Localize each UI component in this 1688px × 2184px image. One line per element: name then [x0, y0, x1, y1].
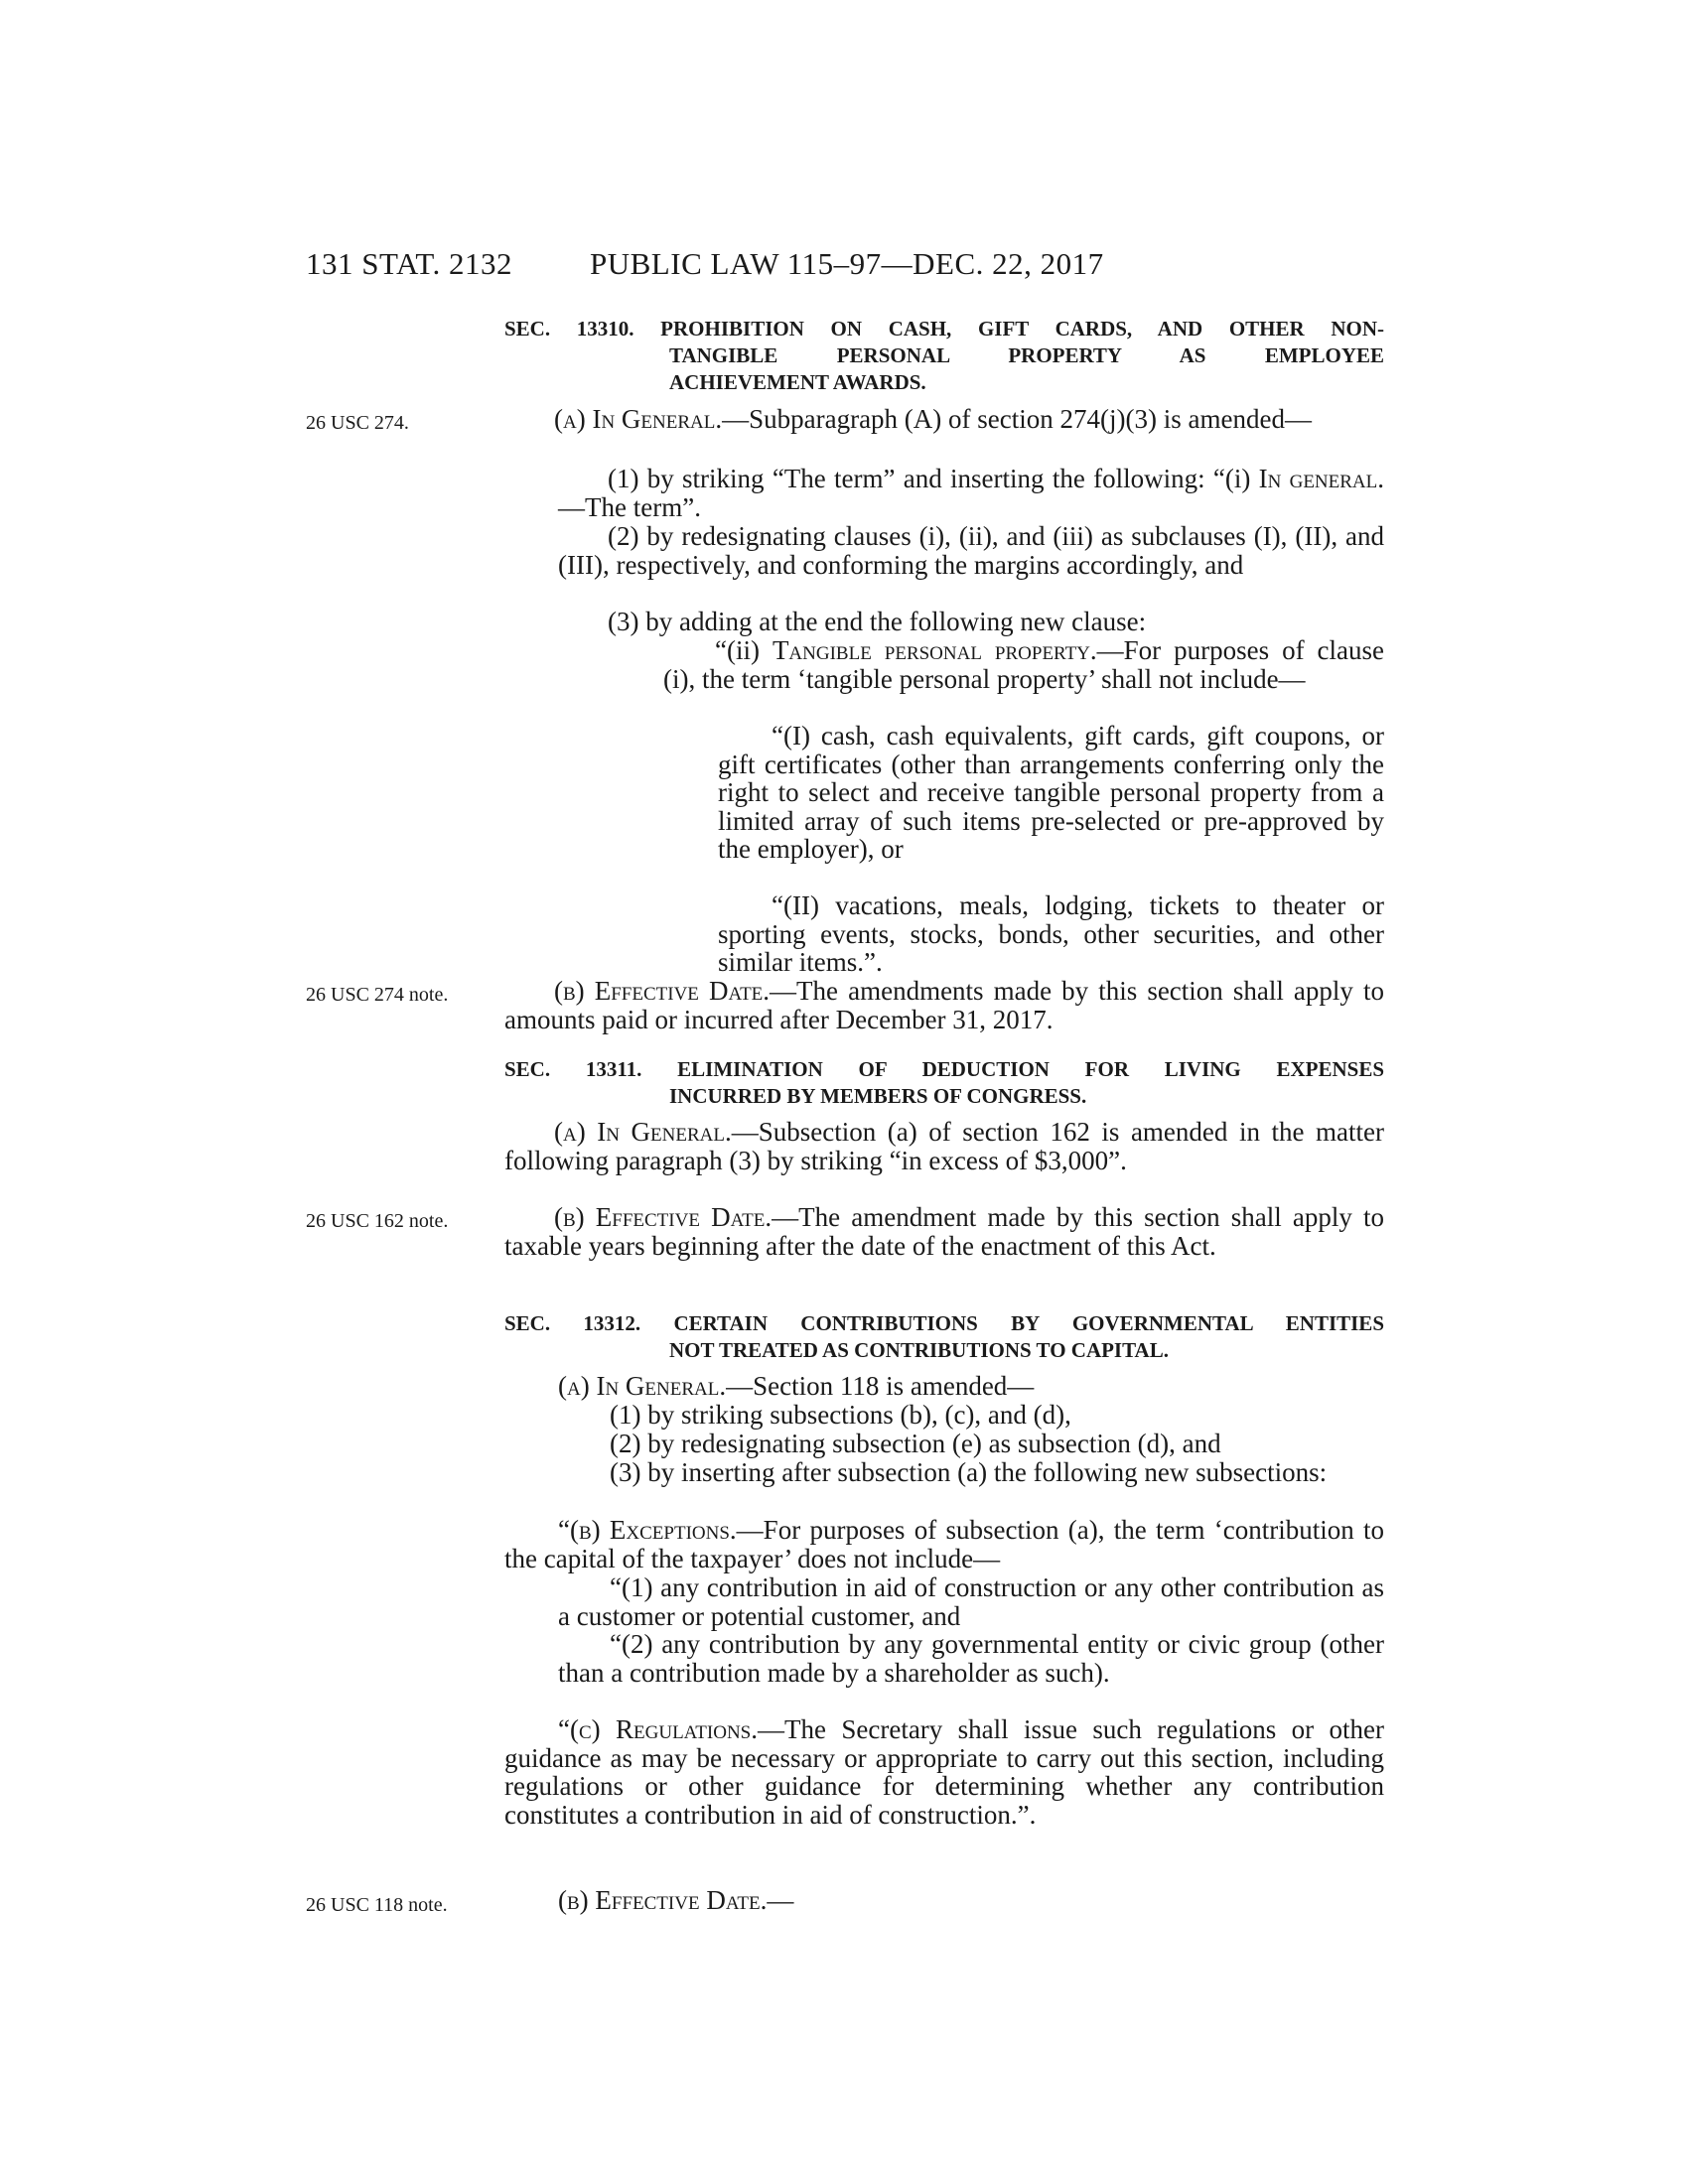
section-heading-13310 [504, 316, 1384, 396]
margin-citation: 26 USC 274 note. [306, 984, 449, 1006]
subsection-a-13310 [504, 405, 1384, 434]
text: “(ii) [715, 635, 773, 665]
heading-line: INCURRED BY MEMBERS OF CONGRESS. [669, 1084, 1087, 1108]
caption: Tangible personal property [772, 635, 1090, 665]
law-title: PUBLIC LAW 115–97—DEC. 22, 2017 [590, 246, 1104, 281]
quoted-subsection-c-13312 [504, 1715, 1384, 1829]
section-heading-13312 [504, 1310, 1384, 1364]
caption: (b) Effective Date. [554, 976, 771, 1006]
text: —Subparagraph (A) of section 274(j)(3) is amended— [722, 404, 1312, 434]
heading-line: ACHIEVEMENT AWARDS. [669, 370, 926, 394]
subsection-b-13312 [558, 1886, 1384, 1915]
paragraph-3-13310 [558, 608, 1384, 636]
text: (2) by redesignating clauses (i), (ii), and (iii) as subclauses (I), (II), and (III), respectively, and conforming the margins accordingly, and [558, 521, 1384, 580]
heading-line: NOT TREATED AS CONTRIBUTIONS TO CAPITAL. [669, 1338, 1169, 1362]
paragraph-1-13312 [558, 1401, 1384, 1430]
text: “(2) any contribution by any governmental entity or civic group (other than a contribution made by a shareholder as such). [558, 1629, 1384, 1688]
text: (3) by adding at the end the following new clause: [608, 607, 1147, 636]
text: —Section 118 is amended— [726, 1371, 1035, 1401]
heading-line: TANGIBLE PERSONAL PROPERTY AS EMPLOYEE [669, 343, 1384, 367]
caption: “(c) Regulations. [558, 1714, 758, 1744]
heading-line: SEC. 13310. PROHIBITION ON CASH, GIFT CARDS, AND OTHER NON- [504, 317, 1384, 341]
quoted-paragraph-1-13312 [558, 1573, 1384, 1630]
subsection-a-13312 [558, 1372, 1384, 1401]
section-heading-13311 [504, 1056, 1384, 1110]
text: .—The term”. [558, 464, 1385, 522]
clause-ii-13310 [663, 636, 1384, 693]
subsection-a-13311 [504, 1118, 1384, 1174]
margin-citation: 26 USC 274. [306, 412, 409, 434]
text: (2) by redesignating subsection (e) as subsection (d), and [610, 1429, 1221, 1458]
paragraph-3-13312 [558, 1458, 1384, 1487]
text: (3) by inserting after subsection (a) the following new subsections: [610, 1457, 1328, 1487]
text: —The amendment made by this section shall apply to taxable years beginning after the date of the enactment of this Act. [504, 1202, 1384, 1261]
caption: (b) Effective Date. [558, 1885, 768, 1915]
margin-citation: 26 USC 162 note. [306, 1210, 449, 1232]
paragraph-2-13310 [558, 522, 1384, 579]
text: — [767, 1885, 794, 1915]
text: “(1) any contribution in aid of construction or any other contribution as a customer or potential customer, and [558, 1572, 1384, 1631]
text: —The amendments made by this section shall apply to amounts paid or incurred after December 31, 2017. [504, 976, 1384, 1034]
text: “(I) cash, cash equivalents, gift cards, gift coupons, or gift certificates (other than arrangements conferring only the right to select and receive tangible personal property from a limited array of such items pre-selected or pre-approved by the employer), or [718, 721, 1384, 864]
caption: (a) In General. [554, 1117, 732, 1147]
quoted-paragraph-2-13312 [558, 1630, 1384, 1687]
text: (1) by striking “The term” and inserting the following: “(i) [608, 464, 1259, 493]
text: “(II) vacations, meals, lodging, tickets to theater or sporting events, stocks, bonds, other securities, and other similar items.”. [718, 890, 1384, 977]
paragraph-1-13310 [558, 465, 1384, 521]
heading-line: SEC. 13311. ELIMINATION OF DEDUCTION FOR LIVING EXPENSES [504, 1057, 1384, 1081]
text: .—For purposes of clause (i), the term ‘tangible personal property’ shall not include— [663, 635, 1384, 694]
text: —The Secretary shall issue such regulations or other guidance as may be necessary or appropriate to carry out this section, including regulations or other guidance for determining whether any contribution constitutes a contribution in aid of construction.”. [504, 1714, 1384, 1830]
paragraph-2-13312 [558, 1430, 1384, 1458]
text: —Subsection (a) of section 162 is amended in the matter following paragraph (3) by striking “in excess of $3,000”. [504, 1117, 1384, 1175]
caption: In general [1258, 464, 1378, 493]
margin-citation: 26 USC 118 note. [306, 1894, 448, 1916]
text: (1) by striking subsections (b), (c), and (d), [610, 1400, 1071, 1430]
subclause-I-13310 [718, 722, 1384, 864]
caption: “(b) Exceptions. [558, 1515, 737, 1545]
stat-page-number: 131 STAT. 2132 [306, 246, 513, 281]
text: —For purposes of subsection (a), the term ‘contribution to the capital of the taxpayer’ does not include— [504, 1515, 1384, 1573]
caption: (b) Effective Date. [554, 1202, 773, 1232]
caption: (a) In General. [558, 1371, 727, 1401]
subclause-II-13310 [718, 891, 1384, 977]
subsection-b-13310 [504, 977, 1384, 1033]
subsection-b-13311 [504, 1203, 1384, 1260]
quoted-subsection-b-13312 [504, 1516, 1384, 1572]
page-header [0, 246, 1688, 290]
caption: (a) In General. [554, 404, 723, 434]
heading-line: SEC. 13312. CERTAIN CONTRIBUTIONS BY GOVERNMENTAL ENTITIES [504, 1311, 1384, 1335]
